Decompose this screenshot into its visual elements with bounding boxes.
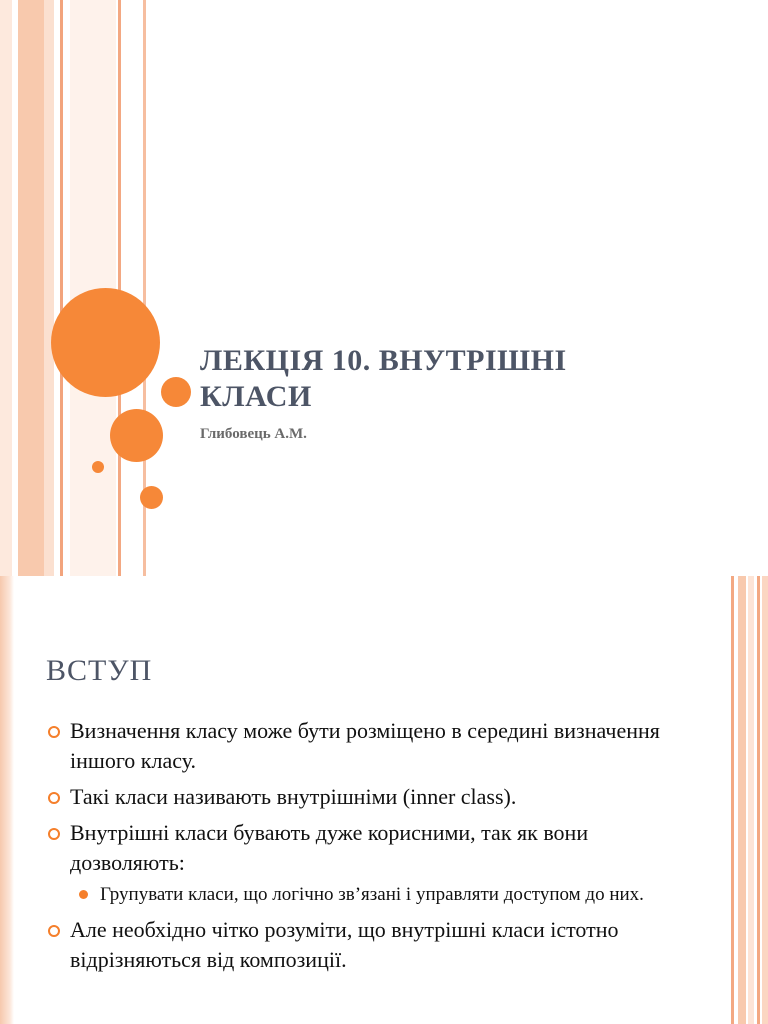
dot-bullet-icon	[79, 890, 88, 899]
sub-list-item	[46, 882, 686, 907]
list-item	[46, 782, 686, 812]
slide-title-line-1: ЛЕКЦІЯ 10. ВНУТРІШНІ	[200, 344, 567, 377]
section-heading: ВСТУП	[46, 654, 153, 687]
left-gradient-band	[0, 576, 14, 1024]
list-item-text: Визначення класу може бути розміщено в середині визначення іншого класу.	[70, 718, 660, 773]
slide-title-line-2: КЛАСИ	[200, 380, 312, 413]
tiny-orange-circle	[92, 461, 104, 473]
slide-title	[200, 343, 700, 415]
ring-bullet-icon	[48, 925, 60, 937]
list-item	[46, 818, 686, 878]
list-item-text: Але необхідно чітко розуміти, що внутрішні класи істотно відрізняються від композиції.	[70, 917, 619, 972]
ring-bullet-icon	[48, 828, 60, 840]
ring-bullet-icon	[48, 792, 60, 804]
decorative-stripes	[0, 0, 150, 576]
small-orange-circle-2	[140, 486, 163, 509]
small-orange-circle	[161, 377, 191, 407]
large-orange-circle	[51, 288, 160, 397]
list-item	[46, 716, 686, 776]
bullet-list	[46, 716, 686, 981]
list-item	[46, 915, 686, 975]
list-item-text: Внутрішні класи бувають дуже корисними, так як вони дозволяють:	[70, 820, 589, 875]
medium-orange-circle	[110, 409, 163, 462]
sub-list-item-text: Групувати класи, що логічно зв’язані і управляти доступом до них.	[100, 884, 644, 905]
ring-bullet-icon	[48, 726, 60, 738]
list-item-text: Такі класи називають внутрішніми (inner class).	[70, 784, 517, 809]
decorative-stripes-right	[728, 576, 768, 1024]
author-name: Глибовець А.М.	[200, 426, 307, 442]
